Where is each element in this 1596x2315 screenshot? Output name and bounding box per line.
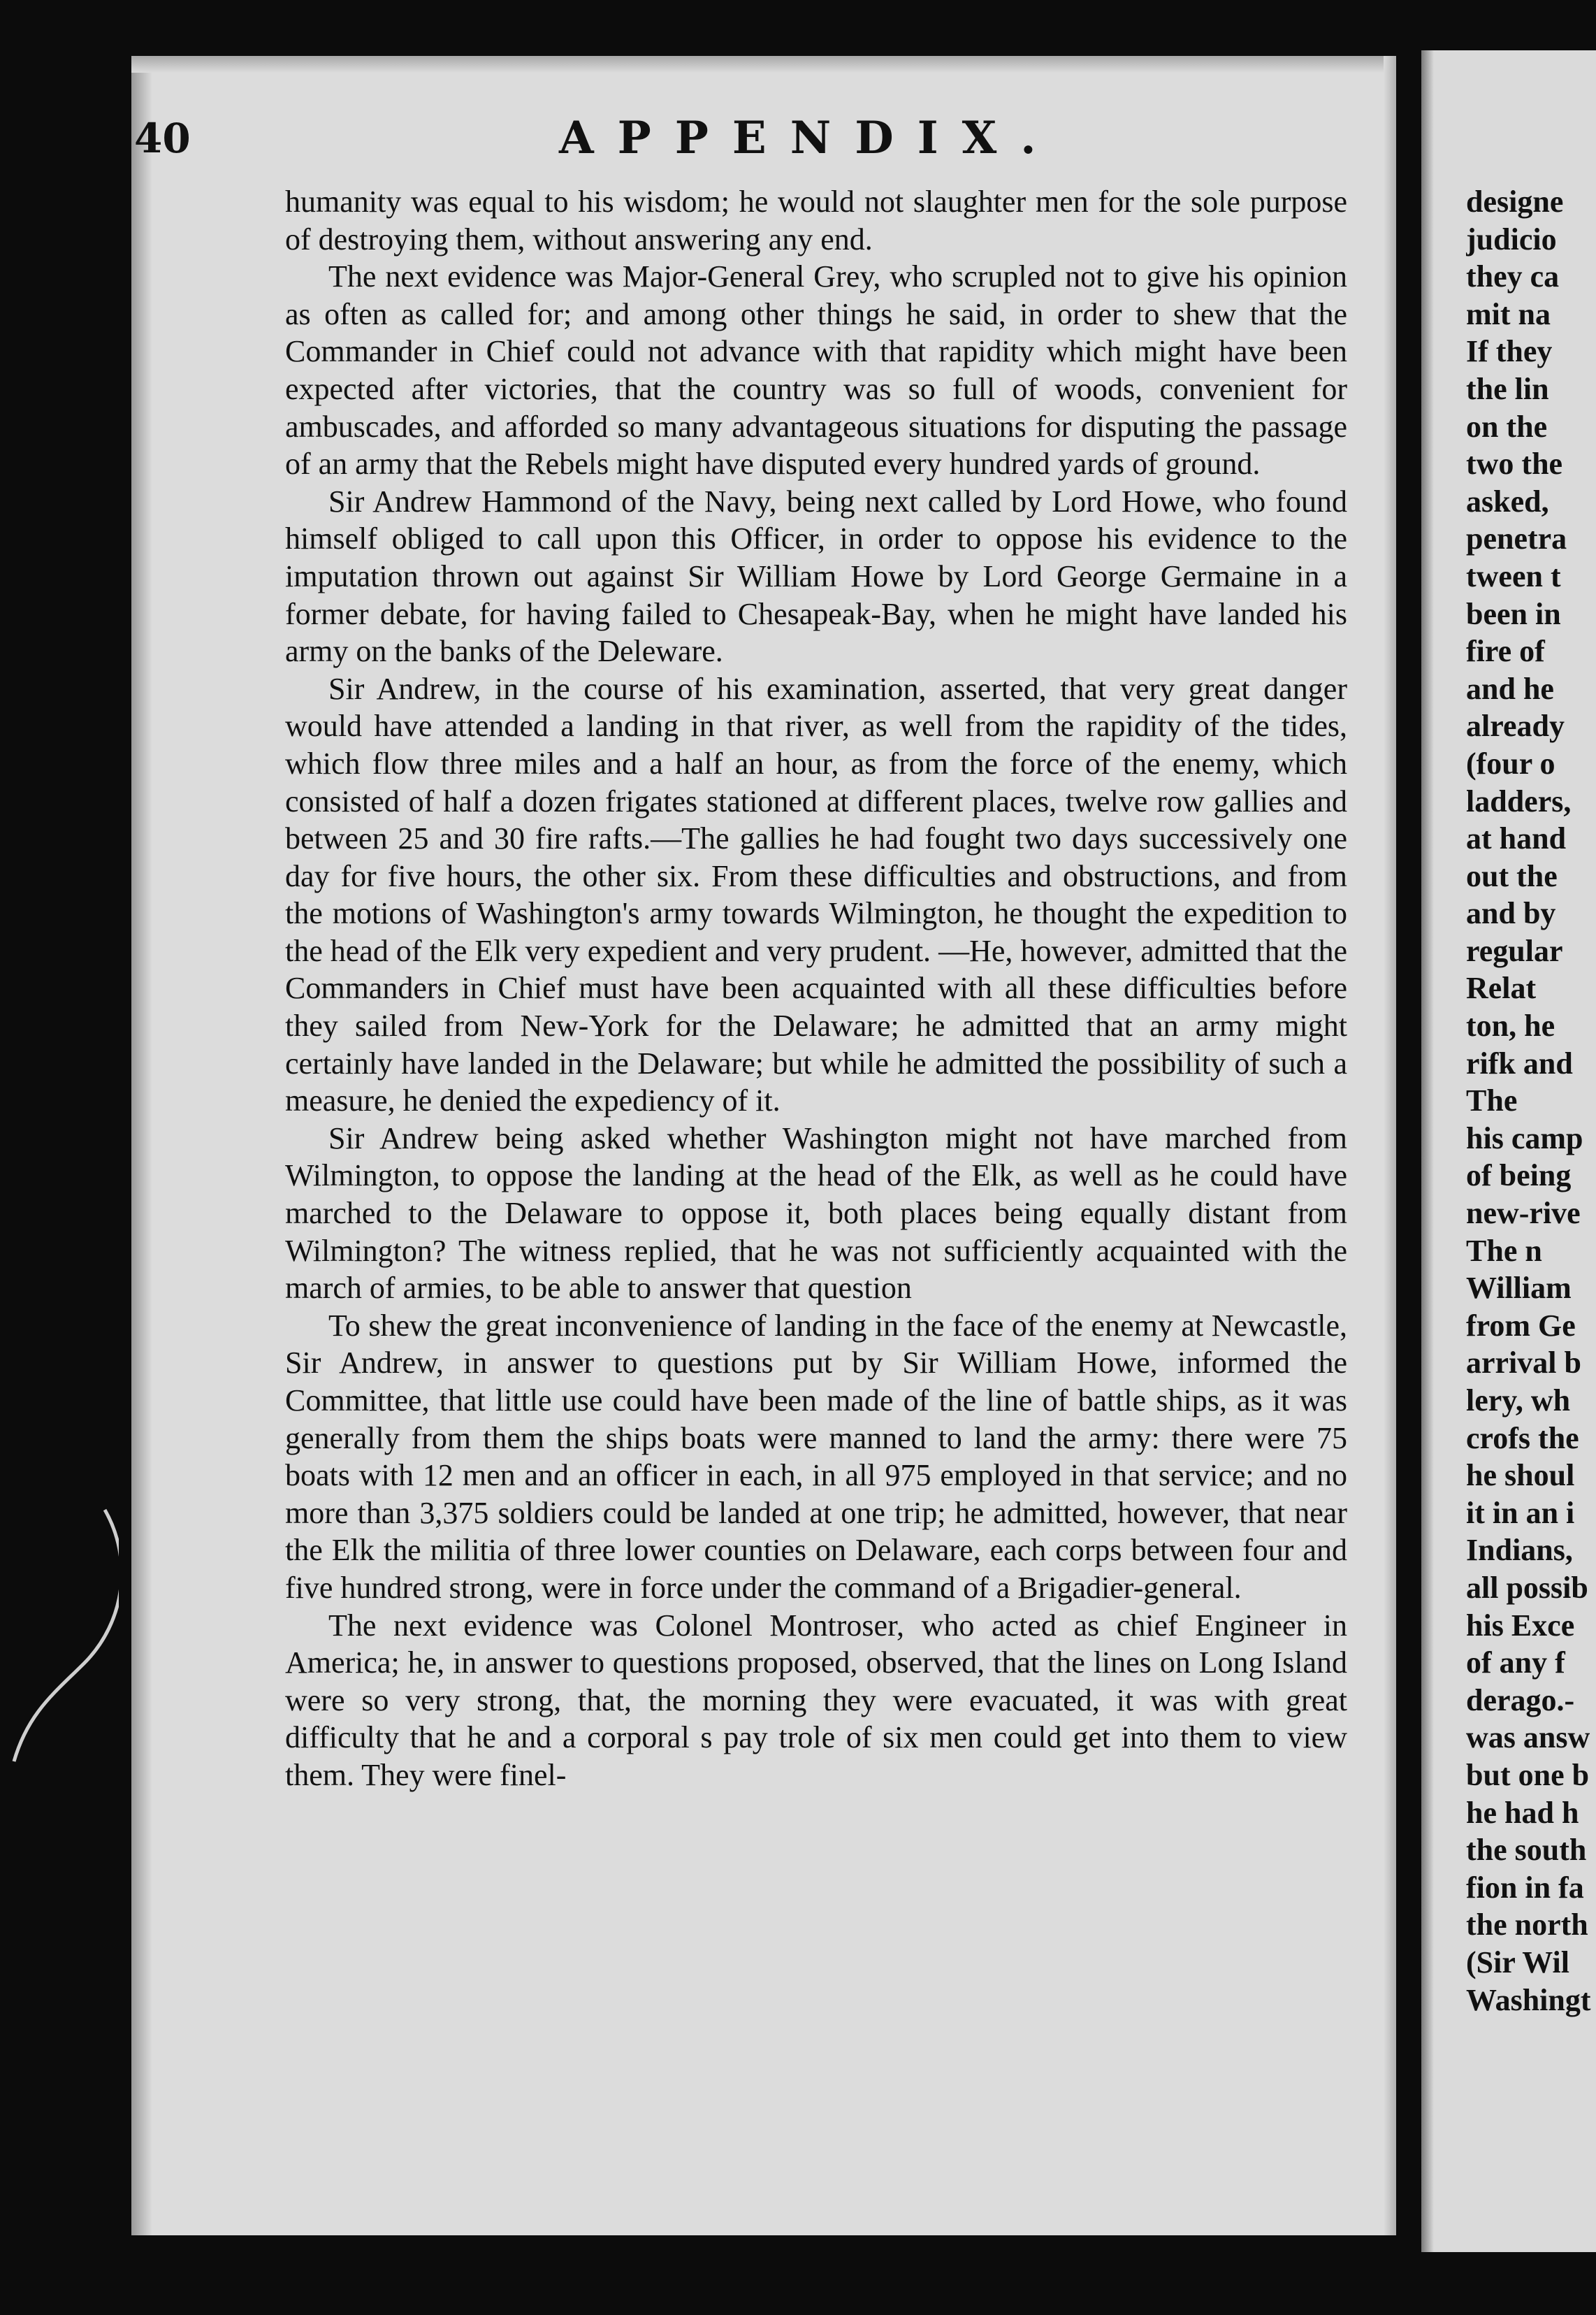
adjacent-page-line: If they: [1466, 334, 1553, 369]
adjacent-page-line: Indians,: [1466, 1533, 1573, 1568]
adjacent-page-line: designe: [1466, 185, 1564, 219]
adjacent-page-line: The n: [1466, 1233, 1542, 1268]
adjacent-page-line: ton, he: [1466, 1009, 1555, 1044]
adjacent-page-line: new-rive: [1466, 1196, 1581, 1231]
adjacent-page-line: it in an i: [1466, 1495, 1575, 1530]
page-number: 40: [134, 115, 191, 162]
adjacent-page-line: derago.-: [1466, 1682, 1575, 1717]
adjacent-page-line: the north: [1466, 1907, 1588, 1942]
adjacent-page-line: from Ge: [1466, 1308, 1576, 1343]
adjacent-page-line: ladders,: [1466, 784, 1572, 818]
adjacent-page-line: all possib: [1466, 1570, 1588, 1605]
adjacent-page-line: of any f: [1466, 1645, 1565, 1680]
adjacent-page-line: but one b: [1466, 1757, 1590, 1792]
paragraph-1: humanity was equal to his wisdom; he would not slaughter men for the sole purpose of destroying them, without answering any end.: [285, 185, 1347, 257]
margin-stain-mark: [0, 1503, 119, 1768]
adjacent-page-line: crofs the: [1466, 1420, 1579, 1455]
adjacent-page-line: the lin: [1466, 371, 1549, 406]
adjacent-page-line: the south: [1466, 1833, 1587, 1868]
adjacent-page-line: rifk and: [1466, 1046, 1573, 1081]
adjacent-page-line: they ca: [1466, 259, 1560, 294]
paragraph-2: The next evidence was Major-General Grey, who scrupled not to give his opinion as often as called for; and among other things he said, in order to shew that the Commander in Chief could not advance with that rapidity which might have been expected after victories, that the country was so full of woods, convenient for ambuscades, and afforded so many advantageous situations for disputing the passage of an army that the Rebels might have disputed every hundred yards of ground.: [285, 259, 1347, 482]
adjacent-page-line: tween t: [1466, 558, 1561, 593]
paragraph-5: Sir Andrew being asked whether Washington might not have marched from Wilmington, to oppose the landing at the head of the Elk, as well as he could have marched to the Delaware to oppose it, both places being equally distant from Wilmington? The witness replied, that he was not sufficiently acquainted with the march of armies, to be able to answer that question: [285, 1120, 1347, 1306]
page-shadow-top: [131, 56, 1396, 73]
gutter-shadow: [1421, 50, 1434, 2252]
paragraph-7: The next evidence was Colonel Montroser, who acted as chief Engineer in America; he, in answer to questions proposed, observed, that the lines on Long Island were so very strong, that, the morning they were evacuated, it was with great difficulty that he and a corporal s pay trole of six men could get into them to view them. They were finel-: [285, 1608, 1347, 1792]
adjacent-page-line: (Sir Wil: [1466, 1945, 1569, 1979]
adjacent-page-line: already: [1466, 709, 1565, 744]
adjacent-page-line: on the: [1466, 409, 1548, 444]
adjacent-page-line: Relat: [1466, 971, 1537, 1006]
adjacent-page-line: fion in fa: [1466, 1870, 1584, 1905]
adjacent-page-line: Washingt: [1466, 1982, 1591, 2017]
adjacent-page-line: penetra: [1466, 521, 1567, 556]
adjacent-page-line: The: [1466, 1083, 1518, 1118]
paragraph-6: To shew the great inconvenience of landing in the face of the enemy at Newcastle, Sir Andrew, in answer to questions put by Sir William Howe, informed the Committee, that little use could have been made of the line of battle ships, as it was generally from them the ships boats were manned to land the army: there were 75 boats with 12 men and an officer in each, in all 975 employed in that service; and no more than 3,375 soldiers could be landed at one trip; he admitted, however, that near the Elk the militia of three lower counties on Delaware, each corps between four and five hundred strong, were in force under the command of a Brigadier-general.: [285, 1308, 1347, 1605]
page-shadow-right: [1384, 56, 1396, 2235]
adjacent-page-line: lery, wh: [1466, 1383, 1571, 1418]
page-shadow-left: [131, 56, 152, 2235]
adjacent-page-line: mit na: [1466, 296, 1551, 331]
adjacent-page-line: asked,: [1466, 484, 1549, 519]
adjacent-page-line: he had h: [1466, 1795, 1579, 1830]
adjacent-page-line: been in: [1466, 596, 1561, 631]
adjacent-page-line: his Exce: [1466, 1608, 1575, 1643]
adjacent-page-line: (four o: [1466, 746, 1555, 781]
adjacent-page-line: was answ: [1466, 1720, 1590, 1755]
adjacent-page-line: at hand: [1466, 821, 1567, 856]
running-head: APPENDIX.: [559, 112, 1060, 164]
adjacent-page-line: fire of: [1466, 634, 1545, 669]
adjacent-page-line: he shoul: [1466, 1458, 1575, 1493]
adjacent-page-text: [1466, 183, 1596, 2019]
adjacent-page-line: judicio: [1466, 222, 1557, 257]
adjacent-page-line: William: [1466, 1271, 1572, 1306]
adjacent-page-line: two the: [1466, 447, 1563, 482]
body-text: [285, 183, 1347, 1794]
paragraph-3: Sir Andrew Hammond of the Navy, being next called by Lord Howe, who found himself obliged to call upon this Officer, in order to oppose his evidence to the imputation thrown out against Sir William Howe by Lord George Germaine in a former debate, for having failed to Chesapeak-Bay, when he might have landed his army on the banks of the Deleware.: [285, 484, 1347, 669]
adjacent-page-line: and by: [1466, 896, 1556, 931]
paragraph-4: Sir Andrew, in the course of his examination, asserted, that very great danger would have attended a landing in that river, as well from the rapidity of the tides, which flow three miles and a half an hour, as from the force of the enemy, which consisted of half a dozen frigates stationed at different places, twelve row gallies and between 25 and 30 fire rafts.—The gallies he had fought two days successively one day for five hours, the other six. From these difficulties and obstructions, and from the motions of Washington's army towards Wilmington, he thought the expedition to the head of the Elk very expedient and very prudent. —He, however, admitted that the Commanders in Chief must have been acquainted with all these difficulties before they sailed from New-York for the Delaware; he admitted that an army might certainly have landed in the Delaware; but while he admitted the possibility of such a measure, he denied the expediency of it.: [285, 671, 1347, 1118]
adjacent-page-line: out the: [1466, 858, 1558, 893]
adjacent-page-line: his camp: [1466, 1120, 1583, 1155]
adjacent-page-line: arrival b: [1466, 1346, 1581, 1380]
adjacent-page-line: and he: [1466, 671, 1554, 706]
adjacent-page-line: regular: [1466, 933, 1563, 968]
adjacent-page-line: of being: [1466, 1158, 1572, 1193]
